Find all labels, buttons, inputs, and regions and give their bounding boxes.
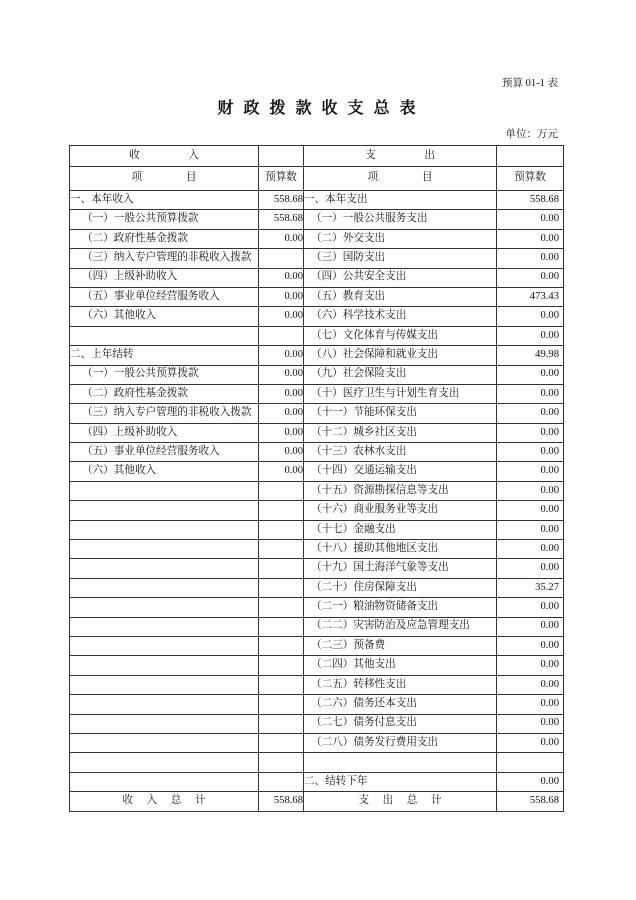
income-item-cell	[70, 617, 259, 636]
income-item-cell	[70, 636, 259, 655]
header-income-group: 收 入	[70, 146, 259, 167]
income-amount-cell: 0.00	[259, 423, 304, 442]
header-income-item: 项 目	[70, 167, 259, 191]
table-row	[70, 540, 564, 559]
expense-amount-cell: 0.00	[497, 326, 564, 345]
expense-item-cell: （六）科学技术支出	[304, 307, 497, 326]
expense-amount-cell: 0.00	[497, 249, 564, 268]
expense-item-cell: （十）医疗卫生与计划生育支出	[304, 384, 497, 403]
expense-item-cell: （十九）国土海洋气象等支出	[304, 559, 497, 578]
expense-item-cell: （二七）债务付息支出	[304, 714, 497, 733]
header-empty-cell	[497, 146, 564, 167]
income-amount-cell	[259, 520, 304, 539]
income-item-cell	[70, 772, 259, 791]
income-amount-cell	[259, 598, 304, 617]
expense-item-cell: （二十）住房保障支出	[304, 578, 497, 597]
expense-item-cell: （十六）商业服务业等支出	[304, 501, 497, 520]
expense-amount-cell: 49.98	[497, 346, 564, 365]
expense-amount-cell: 0.00	[497, 404, 564, 423]
income-amount-cell	[259, 540, 304, 559]
income-item-cell: （四）上级补助收入	[70, 268, 259, 287]
income-amount-cell	[259, 753, 304, 772]
income-amount-cell	[259, 656, 304, 675]
header-empty-cell	[259, 146, 304, 167]
income-amount-cell	[259, 675, 304, 694]
expense-item-cell: （三）国防支出	[304, 249, 497, 268]
income-item-cell	[70, 520, 259, 539]
expense-item-cell: （五）教育支出	[304, 287, 497, 306]
table-row	[70, 287, 564, 306]
page-title: 财 政 拨 款 收 支 总 表	[217, 100, 419, 117]
income-item-cell	[70, 540, 259, 559]
table-row	[70, 598, 564, 617]
expense-amount-cell: 0.00	[497, 540, 564, 559]
form-code: 预算 01-1 表	[502, 78, 558, 89]
income-amount-cell	[259, 636, 304, 655]
table-row	[70, 268, 564, 287]
header-row-groups	[70, 146, 564, 167]
income-amount-cell: 558.68	[259, 210, 304, 229]
income-item-cell: （一）一般公共预算拨款	[70, 365, 259, 384]
table-row	[70, 249, 564, 268]
expense-item-cell: （二二）灾害防治及应急管理支出	[304, 617, 497, 636]
income-amount-cell: 0.00	[259, 229, 304, 248]
expense-item-cell: （十七）金融支出	[304, 520, 497, 539]
table-row	[70, 462, 564, 481]
header-expense-group: 支 出	[304, 146, 497, 167]
expense-item-cell: （二六）债务还本支出	[304, 695, 497, 714]
table-row	[70, 617, 564, 636]
income-amount-cell	[259, 695, 304, 714]
expense-item-cell: （二八）债务发行费用支出	[304, 733, 497, 752]
expense-amount-cell	[497, 753, 564, 772]
income-amount-cell	[259, 733, 304, 752]
income-item-cell	[70, 578, 259, 597]
income-item-cell	[70, 501, 259, 520]
expense-amount-cell: 35.27	[497, 578, 564, 597]
expense-item-cell	[304, 753, 497, 772]
income-amount-cell: 0.00	[259, 307, 304, 326]
expense-amount-cell: 0.00	[497, 714, 564, 733]
income-item-cell	[70, 733, 259, 752]
income-total-amount: 558.68	[259, 792, 304, 811]
expense-amount-cell: 0.00	[497, 307, 564, 326]
expense-item-cell: （十四）交通运输支出	[304, 462, 497, 481]
income-amount-cell: 0.00	[259, 384, 304, 403]
income-item-cell: （四）上级补助收入	[70, 423, 259, 442]
income-item-cell: （三）纳入专户管理的非税收入拨款	[70, 404, 259, 423]
expense-item-cell: （二一）粮油物资储备支出	[304, 598, 497, 617]
header-expense-item: 项 目	[304, 167, 497, 191]
expense-amount-cell: 0.00	[497, 617, 564, 636]
income-item-cell: （三）纳入专户管理的非税收入拨款	[70, 249, 259, 268]
income-item-cell	[70, 675, 259, 694]
expense-item-cell: （二五）转移性支出	[304, 675, 497, 694]
income-amount-cell: 0.00	[259, 268, 304, 287]
total-row	[70, 792, 564, 811]
table-row	[70, 714, 564, 733]
expense-amount-cell: 473.43	[497, 287, 564, 306]
income-amount-cell	[259, 578, 304, 597]
expense-amount-cell: 0.00	[497, 229, 564, 248]
income-item-cell	[70, 753, 259, 772]
expense-amount-cell: 0.00	[497, 520, 564, 539]
expense-item-cell: （十一）节能环保支出	[304, 404, 497, 423]
expense-item-cell: （八）社会保障和就业支出	[304, 346, 497, 365]
expense-amount-cell: 0.00	[497, 210, 564, 229]
expense-item-cell: （十五）资源勘探信息等支出	[304, 481, 497, 500]
expense-total-amount: 558.68	[497, 792, 564, 811]
table-row	[70, 210, 564, 229]
expense-total-label: 支 出 总 计	[304, 792, 497, 811]
expense-amount-cell: 0.00	[497, 501, 564, 520]
expense-item-cell: 二、结转下年	[304, 772, 497, 791]
expense-amount-cell: 558.68	[497, 191, 564, 210]
table-row	[70, 695, 564, 714]
expense-amount-cell: 0.00	[497, 423, 564, 442]
expense-item-cell: （二）外交支出	[304, 229, 497, 248]
expense-item-cell: （四）公共安全支出	[304, 268, 497, 287]
expense-amount-cell: 0.00	[497, 695, 564, 714]
income-item-cell: 一、本年收入	[70, 191, 259, 210]
expense-item-cell: （十三）农林水支出	[304, 443, 497, 462]
table-row	[70, 307, 564, 326]
income-item-cell	[70, 326, 259, 345]
income-amount-cell	[259, 501, 304, 520]
income-amount-cell	[259, 559, 304, 578]
income-item-cell: （二）政府性基金拨款	[70, 229, 259, 248]
expense-amount-cell: 0.00	[497, 656, 564, 675]
income-item-cell: （六）其他收入	[70, 307, 259, 326]
table-row	[70, 675, 564, 694]
table-row	[70, 443, 564, 462]
table-row	[70, 559, 564, 578]
expense-amount-cell: 0.00	[497, 598, 564, 617]
income-amount-cell: 0.00	[259, 404, 304, 423]
income-item-cell	[70, 656, 259, 675]
income-amount-cell: 0.00	[259, 287, 304, 306]
income-amount-cell: 0.00	[259, 365, 304, 384]
expense-amount-cell: 0.00	[497, 268, 564, 287]
income-amount-cell	[259, 772, 304, 791]
expense-item-cell: （一）一般公共服务支出	[304, 210, 497, 229]
expense-amount-cell: 0.00	[497, 443, 564, 462]
header-expense-budget: 预算数	[497, 167, 564, 191]
table-row	[70, 636, 564, 655]
income-item-cell: （五）事业单位经营服务收入	[70, 287, 259, 306]
table-row	[70, 520, 564, 539]
table-row	[70, 384, 564, 403]
income-item-cell	[70, 695, 259, 714]
table-row	[70, 772, 564, 791]
table-row	[70, 404, 564, 423]
income-amount-cell: 0.00	[259, 443, 304, 462]
expense-amount-cell: 0.00	[497, 675, 564, 694]
table-row	[70, 365, 564, 384]
table-row	[70, 578, 564, 597]
table-row	[70, 191, 564, 210]
expense-amount-cell: 0.00	[497, 733, 564, 752]
income-amount-cell	[259, 481, 304, 500]
expense-item-cell: （二四）其他支出	[304, 656, 497, 675]
expense-amount-cell: 0.00	[497, 365, 564, 384]
income-amount-cell: 0.00	[259, 462, 304, 481]
table-row	[70, 733, 564, 752]
income-item-cell	[70, 559, 259, 578]
expense-amount-cell: 0.00	[497, 481, 564, 500]
expense-amount-cell: 0.00	[497, 636, 564, 655]
table-row	[70, 753, 564, 772]
income-item-cell	[70, 598, 259, 617]
expense-item-cell: （十八）援助其他地区支出	[304, 540, 497, 559]
income-amount-cell	[259, 617, 304, 636]
table-row	[70, 481, 564, 500]
expense-amount-cell: 0.00	[497, 772, 564, 791]
table-row	[70, 423, 564, 442]
income-item-cell: 二、上年结转	[70, 346, 259, 365]
income-amount-cell	[259, 326, 304, 345]
expense-item-cell: （七）文化体育与传媒支出	[304, 326, 497, 345]
table-row	[70, 229, 564, 248]
income-item-cell: （五）事业单位经营服务收入	[70, 443, 259, 462]
expense-amount-cell: 0.00	[497, 384, 564, 403]
income-item-cell	[70, 481, 259, 500]
expense-item-cell: 一、本年支出	[304, 191, 497, 210]
expense-item-cell: （十二）城乡社区支出	[304, 423, 497, 442]
income-amount-cell: 0.00	[259, 346, 304, 365]
expense-item-cell: （二三）预备费	[304, 636, 497, 655]
expense-amount-cell: 0.00	[497, 559, 564, 578]
table-row	[70, 501, 564, 520]
income-total-label: 收 入 总 计	[70, 792, 259, 811]
table-row	[70, 656, 564, 675]
expense-amount-cell: 0.00	[497, 462, 564, 481]
header-income-budget: 预算数	[259, 167, 304, 191]
table-row	[70, 326, 564, 345]
header-row-columns	[70, 167, 564, 191]
expense-item-cell: （九）社会保险支出	[304, 365, 497, 384]
income-item-cell: （六）其他收入	[70, 462, 259, 481]
income-amount-cell	[259, 249, 304, 268]
finance-summary-table	[69, 145, 564, 812]
income-amount-cell	[259, 714, 304, 733]
income-item-cell	[70, 714, 259, 733]
table-row	[70, 346, 564, 365]
income-amount-cell: 558.68	[259, 191, 304, 210]
income-item-cell: （二）政府性基金拨款	[70, 384, 259, 403]
unit-label: 单位：万元	[505, 129, 558, 140]
income-item-cell: （一）一般公共预算拨款	[70, 210, 259, 229]
